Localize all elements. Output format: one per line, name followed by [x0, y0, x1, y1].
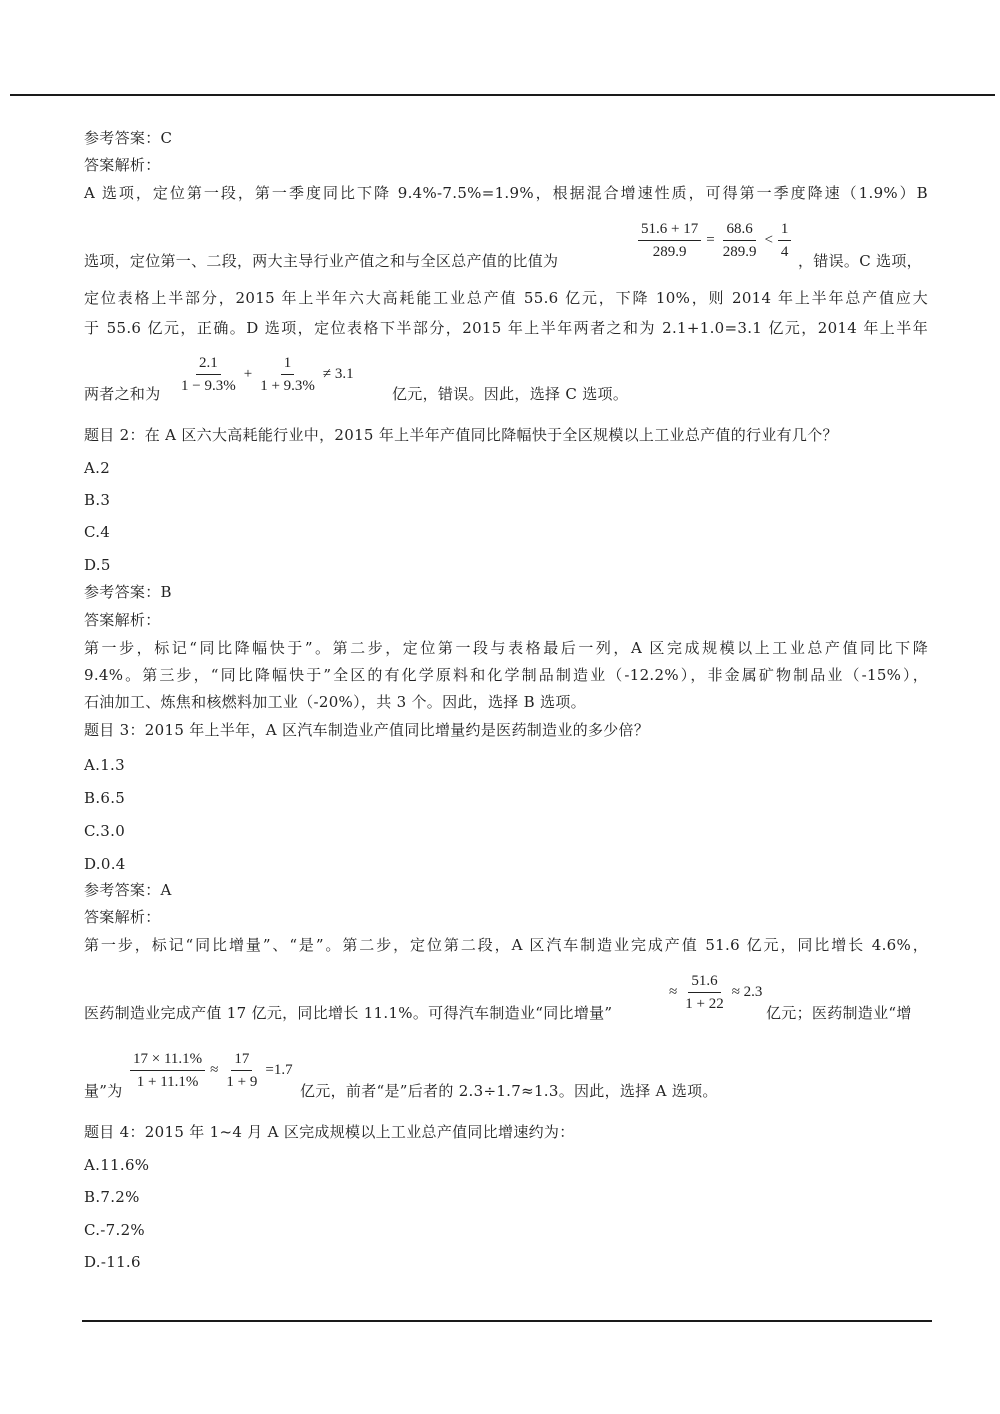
q3-option-b: B.6.5 — [84, 789, 126, 807]
q1-answer: 参考答案：C — [84, 129, 173, 147]
q1-analysis-line: 选项，定位第一、二段，两大主导行业产值之和与全区总产值的比值为 — [84, 252, 559, 270]
q3-analysis-line: 量”为 — [84, 1082, 123, 1100]
fraction: $\frac{51.6}{1 + 22}$ — [685, 973, 724, 1012]
q4-option-a: A.11.6% — [84, 1156, 150, 1174]
fraction: $\frac{17 \times 11.1\%}{1 + 11.1\%}$ — [130, 1050, 205, 1091]
q1-formula-ratio: $\frac{51.6 + 17}{289.9}$ = $\frac{68.6}{289.9}$ < $\frac{1}{4}$ — [636, 220, 793, 261]
q3-formula-pharma: $\frac{17 \times 11.1\%}{1 + 11.1\%}$ ≈ $\frac{17}{1 + 9}$ =1.7 — [128, 1050, 296, 1091]
q2-analysis-label: 答案解析： — [84, 611, 161, 629]
footer-rule — [82, 1320, 932, 1322]
q2-analysis-line: 9.4%。第三步，“同比降幅快于”全区的有化学原料和化学制品制造业（-12.2%），非金属矿物制品业（-15%）， — [84, 666, 928, 684]
header-rule — [10, 94, 995, 96]
q3-option-a: A.1.3 — [84, 756, 125, 774]
q2-option-a: A.2 — [84, 459, 111, 477]
q2-option-c: C.4 — [84, 523, 111, 541]
fraction: $\frac{17}{1 + 9}$ — [226, 1051, 258, 1090]
q1-analysis-line: 定位表格上半部分，2015 年上半年六大高耗能工业总产值 55.6 亿元，下降 10%，则 2014 年上半年总产值应大 — [84, 289, 928, 307]
q3-analysis-line-end: 亿元，前者“是”后者的 2.3÷1.7≈1.3。因此，选择 A 选项。 — [300, 1082, 718, 1100]
q3-formula-auto: ≈ $\frac{51.6}{1 + 22}$ ≈ 2.3 — [669, 973, 763, 1012]
q1-analysis-line-end: 亿元，错误。因此，选择 C 选项。 — [392, 385, 629, 403]
fraction: $\frac{1}{1 + 9.3\%}$ — [260, 355, 315, 394]
q3-option-c: C.3.0 — [84, 822, 126, 840]
q1-formula-sum: $\frac{2.1}{1 - 9.3\%}$ + $\frac{1}{1 + 9.3\%}$ ≠ 3.1 — [176, 354, 357, 395]
q3-analysis-line-end: 亿元；医药制造业“增 — [766, 1004, 912, 1022]
fraction: $\frac{68.6}{289.9}$ — [722, 221, 757, 260]
q2-analysis-line: 第一步，标记“同比降幅快于”。第二步，定位第一段与表格最后一列，A 区完成规模以上工业总产值同比下降 — [84, 639, 928, 657]
q4-option-b: B.7.2% — [84, 1188, 140, 1206]
q3-answer: 参考答案：A — [84, 881, 172, 899]
q2-analysis-line: 石油加工、炼焦和核燃料加工业（-20%），共 3 个。因此，选择 B 选项。 — [84, 693, 586, 711]
q2-option-b: B.3 — [84, 491, 111, 509]
q3-analysis-line: 医药制造业完成产值 17 亿元，同比增长 11.1%。可得汽车制造业“同比增量” — [84, 1004, 613, 1022]
q1-analysis-line-end: ，错误。C 选项， — [798, 252, 922, 270]
q1-analysis-label: 答案解析： — [84, 156, 161, 174]
q3-analysis-line: 第一步，标记“同比增量”、“是”。第二步，定位第二段，A 区汽车制造业完成产值 51.6 亿元，同比增长 4.6%， — [84, 936, 928, 954]
fraction: $\frac{51.6 + 17}{289.9}$ — [638, 220, 701, 261]
fraction: $\frac{1}{4}$ — [778, 220, 792, 261]
q2-answer: 参考答案：B — [84, 583, 172, 601]
q4-question: 题目 4：2015 年 1~4 月 A 区完成规模以上工业总产值同比增速约为： — [84, 1123, 575, 1141]
q2-option-d: D.5 — [84, 556, 111, 574]
q4-option-c: C.-7.2% — [84, 1221, 145, 1239]
q3-analysis-label: 答案解析： — [84, 908, 161, 926]
fraction: $\frac{2.1}{1 - 9.3\%}$ — [181, 355, 236, 394]
q4-option-d: D.-11.6 — [84, 1253, 141, 1271]
q1-analysis-line: 两者之和为 — [84, 385, 161, 403]
q3-option-d: D.0.4 — [84, 855, 126, 873]
q1-analysis-line: 于 55.6 亿元，正确。D 选项，定位表格下半部分，2015 年上半年两者之和为 2.1+1.0=3.1 亿元，2014 年上半年 — [84, 319, 928, 337]
q2-question: 题目 2：在 A 区六大高耗能行业中，2015 年上半年产值同比降幅快于全区规模以上工业总产值的行业有几个？ — [84, 426, 838, 444]
q1-analysis-line: A 选项，定位第一段，第一季度同比下降 9.4%-7.5%=1.9%，根据混合增速性质，可得第一季度降速（1.9%）B — [84, 184, 928, 202]
q3-question: 题目 3：2015 年上半年，A 区汽车制造业产值同比增量约是医药制造业的多少倍？ — [84, 721, 650, 739]
